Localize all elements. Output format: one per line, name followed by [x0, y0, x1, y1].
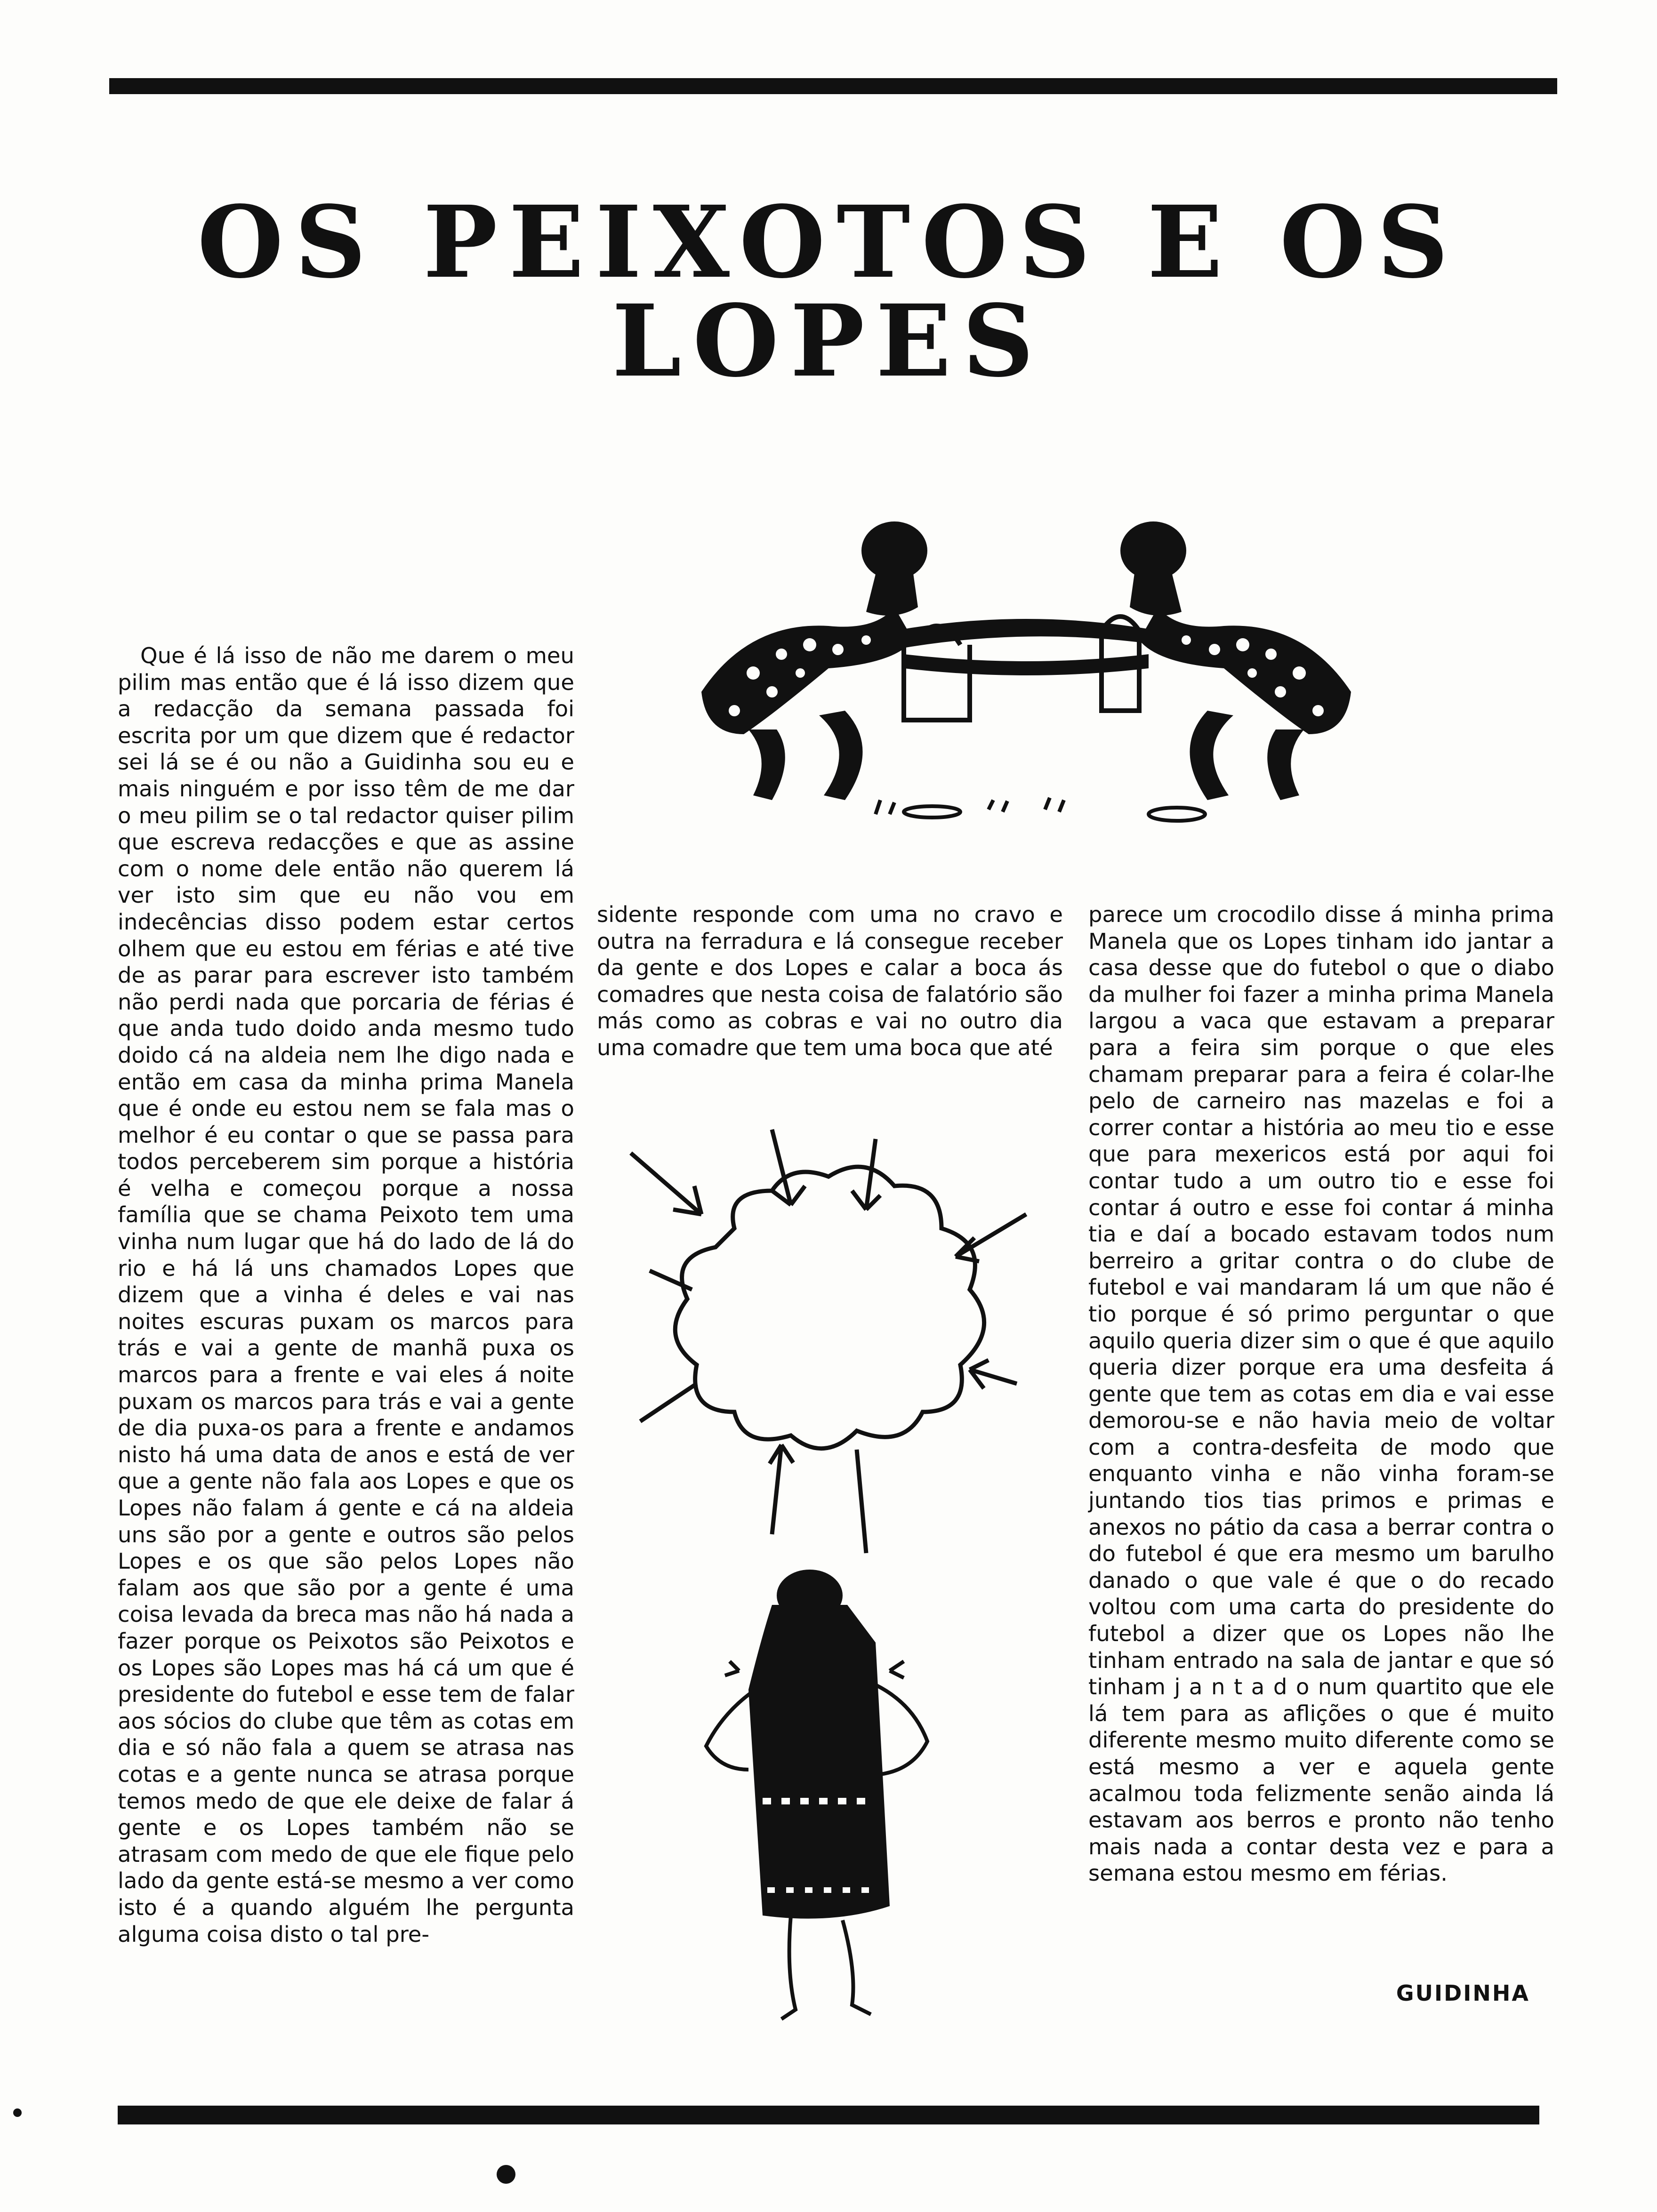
article-column-2: sidente responde com uma no cravo e outra na ferradura e lá consegue receber da gente e dos Lopes e calar a boca ás comadres que nesta coisa de falatório são más como as cobras e vai no outro dia uma comadre que tem uma boca que até [597, 902, 1063, 1060]
ink-blot [497, 2165, 515, 2184]
ink-blot [13, 2108, 22, 2117]
article-column-3: parece um crocodilo disse á minha prima Manela que os Lopes tinham ido jantar a casa desse que do futebol o que o diabo da mulher foi fazer a minha prima Manela largou a vaca que estavam a preparar para a feira sim porque o que eles chamam preparar para a feira é colar-lhe pelo de carneiro nas mazelas e foi a correr contar a história ao meu tio e esse que para mexericos está por aqui foi contar tudo a um outro tio e esse foi contar á outro e esse foi contar á minha tia e daí a bocado estavam todos num berreiro a gritar contra o do clube de futebol e vai mandaram lá um que não é tio porque é só primo perguntar o que aquilo queria dizer sim o que é que aquilo queria dizer porque era uma desfeita á gente que tem as cotas em dia e vai esse demorou-se e não havia meio de voltar com a contra-desfeita de modo que enquanto vinha e não vinha foram-se juntando tios tias primos e primas e anexos no pátio da casa a berrar contra o do futebol é que era mesmo um barulho danado o que vale é que o do recado voltou com uma carta do presidente do futebol a dizer que os Lopes não lhe tinham entrado na sala de jantar e que só tinham j a n t a d o num quartito que ele lá tem para as aflições o que é muito diferente mesmo muito diferente como se está mesmo a ver e aquela gente acalmou toda felizmente senão ainda lá estavam aos berros e pronto não tenho mais nada a contar desta vez e para a semana estou mesmo em férias. [1088, 902, 1554, 1886]
cloud-arrows-illustration [603, 1120, 1054, 1572]
article-column-1: Que é lá isso de não me darem o meu pilim mas então que é lá isso dizem que a redacção da semana passada foi escrita por um que dizem que é redactor sei lá se é ou não a Guidinha sou eu e mais ninguém e por isso têm de me dar o meu pilim se o tal redactor quiser pilim que escreva redacções e que as assine com o nome dele então não querem lá ver isto sim que eu não vou em indecências disso podem estar certos olhem que eu estou em férias e até tive de as parar para escrever isto também não perdi nada que porcaria de férias é que anda tudo doido anda mesmo tudo doido cá na aldeia nem lhe digo nada e então em casa da minha prima Manela que é onde eu estou nem se fala mas o melhor é eu contar o que se passa para todos perceberem sim porque a história é velha e começou porque a nossa família que se chama Peixoto tem uma vinha num lugar que há do lado de lá do rio e há lá uns chamados Lopes que dizem que a vinha é deles e vai nas noites escuras puxam os marcos para trás e vai a gente de manhã puxa os marcos para a frente e vai eles á noite puxam os marcos para trás e vai a gente de dia puxa-os para a frente e andamos nisto há uma data de anos e está de ver que a gente não fala aos Lopes e que os Lopes não falam á gente e cá na aldeia uns são por a gente e outros são pelos Lopes e os que são pelos Lopes não falam aos que são por a gente é uma coisa levada da breca mas não há nada a fazer porque os Peixotos são Peixotos e os Lopes são Lopes mas há cá um que é presidente do futebol e esse tem de falar aos sócios do clube que têm as cotas em dia e só não fala a quem se atrasa nas cotas e a gente nunca se atrasa porque temos medo de que ele deixe de falar á gente e os Lopes também não se atrasam com medo de que ele fique pelo lado da gente está-se mesmo a ver como isto é a quando alguém lhe pergunta alguma coisa disto o tal pre- [118, 643, 574, 1947]
author-signature: GUIDINHA [1396, 1980, 1530, 2006]
two-women-illustration [631, 513, 1422, 833]
top-rule [109, 78, 1557, 94]
woman-behind-illustration [692, 1567, 974, 2028]
bottom-rule [118, 2106, 1539, 2124]
page-title: OS PEIXOTOS E OS LOPES [197, 184, 1460, 399]
